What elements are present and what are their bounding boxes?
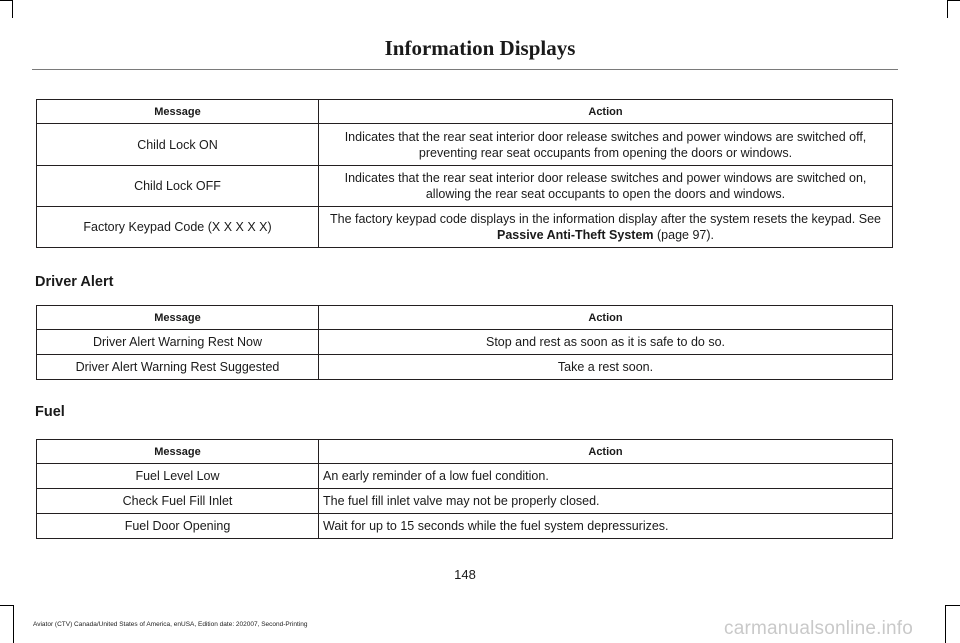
- table-header-row: [37, 100, 893, 124]
- crop-mark: [13, 605, 14, 643]
- action-cell: Indicates that the rear seat interior door release switches and power windows are switched off, preventing rear seat occupants from opening the doors or windows.: [319, 124, 893, 166]
- edition-footer: Aviator (CTV) Canada/United States of America, enUSA, Edition date: 202007, Second-Printing: [33, 621, 308, 628]
- action-cell: [319, 207, 893, 248]
- crop-mark: [0, 605, 14, 606]
- section-heading-fuel: Fuel: [35, 404, 65, 420]
- message-cell: Factory Keypad Code (X X X X X): [37, 207, 319, 248]
- passive-anti-theft-link[interactable]: Passive Anti-Theft System: [497, 228, 654, 242]
- table-row: [37, 514, 893, 539]
- crop-mark: [12, 0, 13, 18]
- action-cell: The fuel fill inlet valve may not be properly closed.: [319, 489, 893, 514]
- table-row: [37, 464, 893, 489]
- table-row: [37, 124, 893, 166]
- message-cell: Driver Alert Warning Rest Suggested: [37, 355, 319, 380]
- crop-mark: [948, 0, 960, 1]
- action-cell: Stop and rest as soon as it is safe to do so.: [319, 330, 893, 355]
- table-row: [37, 355, 893, 380]
- crop-mark: [947, 0, 948, 18]
- child-lock-keypad-table: [36, 99, 893, 248]
- table-row: [37, 489, 893, 514]
- column-header-message: Message: [37, 306, 319, 330]
- fuel-table: [36, 439, 893, 539]
- message-cell: Check Fuel Fill Inlet: [37, 489, 319, 514]
- crop-mark: [945, 605, 960, 606]
- page-reference: (page 97).: [657, 228, 714, 242]
- message-cell: Driver Alert Warning Rest Now: [37, 330, 319, 355]
- header-divider: [32, 69, 898, 70]
- page-number: 148: [454, 567, 476, 582]
- table-header-row: [37, 440, 893, 464]
- message-cell: Fuel Door Opening: [37, 514, 319, 539]
- column-header-message: Message: [37, 440, 319, 464]
- action-cell: An early reminder of a low fuel condition.: [319, 464, 893, 489]
- table-row: [37, 330, 893, 355]
- page-title: Information Displays: [384, 36, 576, 60]
- column-header-action: Action: [319, 100, 893, 124]
- column-header-action: Action: [319, 306, 893, 330]
- crop-mark: [945, 605, 946, 643]
- message-cell: Child Lock ON: [37, 124, 319, 166]
- watermark: carmanualsonline.info: [724, 618, 914, 639]
- table-row: [37, 207, 893, 248]
- table-row: [37, 166, 893, 207]
- column-header-message: Message: [37, 100, 319, 124]
- action-cell: Indicates that the rear seat interior door release switches and power windows are switched on, allowing the rear seat occupants to open the doors and windows.: [319, 166, 893, 207]
- column-header-action: Action: [319, 440, 893, 464]
- crop-mark: [0, 0, 12, 1]
- table-header-row: [37, 306, 893, 330]
- action-text: The factory keypad code displays in the information display after the system resets the keypad. See: [330, 212, 881, 226]
- action-cell: Take a rest soon.: [319, 355, 893, 380]
- driver-alert-table: [36, 305, 893, 380]
- action-cell: Wait for up to 15 seconds while the fuel system depressurizes.: [319, 514, 893, 539]
- section-heading-driver-alert: Driver Alert: [35, 274, 114, 290]
- message-cell: Child Lock OFF: [37, 166, 319, 207]
- message-cell: Fuel Level Low: [37, 464, 319, 489]
